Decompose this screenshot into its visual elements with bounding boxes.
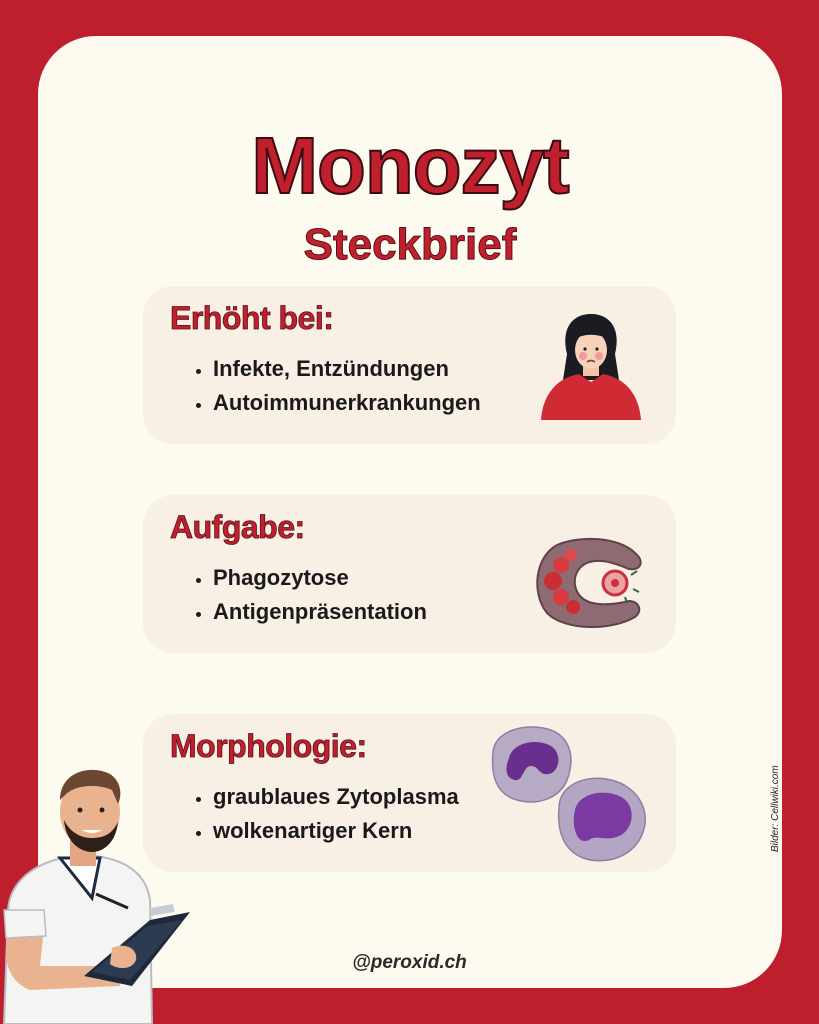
list-item: • Autoimmunerkrankungen [213, 386, 481, 420]
section-morphology [143, 714, 676, 872]
monocyte-cells-icon [487, 722, 653, 868]
phagocytosis-icon [531, 535, 651, 631]
list-item: • graublaues Zytoplasma [213, 780, 459, 814]
page-title: Monozyt [251, 121, 569, 210]
page-subtitle: Steckbrief [303, 220, 517, 269]
list-item: • Phagozytose [213, 561, 427, 595]
section-heading: Erhöht bei: [170, 300, 334, 336]
social-handle: @peroxid.ch [352, 952, 467, 973]
section-elevated [143, 286, 676, 444]
bullet-list [187, 561, 427, 629]
section-heading: Aufgabe: [170, 509, 305, 545]
list-item: • wolkenartiger Kern [213, 814, 459, 848]
sick-woman-icon [539, 310, 643, 422]
section-function [143, 495, 676, 653]
image-credit: Bilder: Cellwiki.com [770, 765, 781, 852]
doctor-illustration [0, 760, 200, 1024]
bullet-list [187, 780, 459, 848]
list-item: • Antigenpräsentation [213, 595, 427, 629]
bullet-list [187, 352, 481, 420]
list-item: • Infekte, Entzündungen [213, 352, 481, 386]
section-heading: Morphologie: [170, 728, 367, 764]
